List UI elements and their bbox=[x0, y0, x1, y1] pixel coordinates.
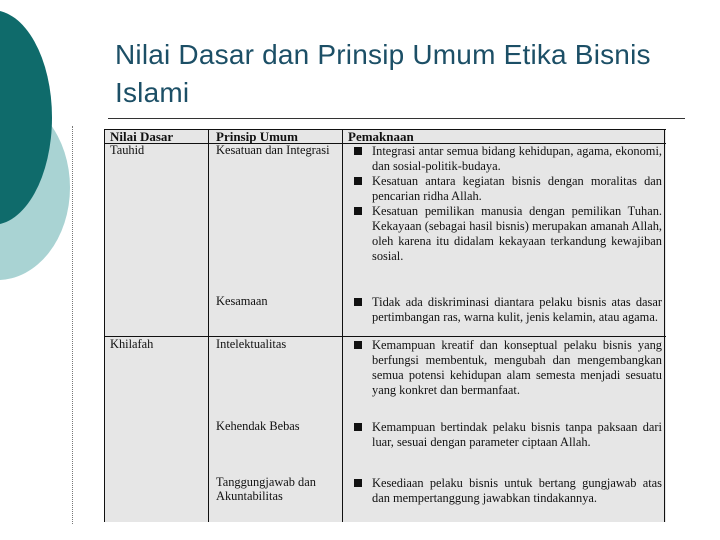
values-principles-table bbox=[104, 129, 666, 522]
bullet-item bbox=[350, 295, 662, 325]
pemaknaan-kesatuan bbox=[350, 144, 662, 264]
bullet-item bbox=[350, 204, 662, 264]
bullet-square-icon bbox=[354, 298, 362, 306]
prinsip-kesamaan: Kesamaan bbox=[216, 294, 268, 308]
nilai-tauhid: Tauhid bbox=[110, 143, 145, 157]
bullet-text: Kemampuan bertindak pelaku bisnis tanpa paksaan dari luar, sesuai dengan parameter ciptaan Allah. bbox=[372, 420, 662, 449]
pemaknaan-kehendak-bebas bbox=[350, 420, 662, 450]
bullet-item bbox=[350, 338, 662, 398]
pemaknaan-kesamaan bbox=[350, 295, 662, 325]
bullet-square-icon bbox=[354, 423, 362, 431]
bullet-square-icon bbox=[354, 207, 362, 215]
title-underline bbox=[108, 118, 685, 119]
table-border-left bbox=[104, 129, 105, 522]
left-dotted-rule bbox=[72, 126, 73, 524]
column-divider-2 bbox=[342, 129, 343, 522]
prinsip-kesatuan: Kesatuan dan Integrasi bbox=[216, 143, 330, 157]
prinsip-kehendak-bebas: Kehendak Bebas bbox=[216, 419, 300, 433]
prinsip-intelektualitas: Intelektualitas bbox=[216, 337, 287, 351]
header-prinsip-umum: Prinsip Umum bbox=[216, 129, 298, 144]
bullet-text: Kesatuan pemilikan manusia dengan pemilikan Tuhan. Kekayaan (sebagai hasil bisnis) merupakan amanah Allah, oleh karena itu didalam kekayaan terkandung kewajiban sosial. bbox=[372, 204, 662, 263]
bullet-text: Integrasi antar semua bidang kehidupan, agama, ekonomi, dan sosial-politik-budaya. bbox=[372, 144, 662, 173]
header-nilai-dasar: Nilai Dasar bbox=[110, 129, 174, 144]
bullet-item bbox=[350, 420, 662, 450]
bullet-text: Kesediaan pelaku bisnis untuk bertang gungjawab atas dan mempertanggung jawabkan tindakannya. bbox=[372, 476, 662, 505]
pemaknaan-intelektualitas bbox=[350, 338, 662, 398]
bullet-square-icon bbox=[354, 341, 362, 349]
row-divider bbox=[104, 336, 666, 337]
table-border-right bbox=[664, 129, 665, 522]
pemaknaan-tanggungjawab bbox=[350, 476, 662, 506]
bullet-text: Kemampuan kreatif dan konseptual pelaku bisnis yang berfungsi membentuk, mengubah dan mengembangkan semua potensi kehidupan alam semesta menjadi sesuatu yang konkret dan bermanfaat. bbox=[372, 338, 662, 397]
bullet-text: Tidak ada diskriminasi diantara pelaku bisnis atas dasar pertimbangan ras, warna kulit, jenis kelamin, atau agama. bbox=[372, 295, 662, 324]
bullet-square-icon bbox=[354, 147, 362, 155]
bullet-text: Kesatuan antara kegiatan bisnis dengan moralitas dan pencarian ridha Allah. bbox=[372, 174, 662, 203]
header-pemaknaan: Pemaknaan bbox=[348, 129, 414, 144]
prinsip-tanggungjawab: Tanggungjawab dan Akuntabilitas bbox=[216, 475, 316, 503]
bullet-item bbox=[350, 174, 662, 204]
column-divider-1 bbox=[208, 129, 209, 522]
slide-title: Nilai Dasar dan Prinsip Umum Etika Bisnis Islami bbox=[115, 39, 651, 108]
bullet-square-icon bbox=[354, 479, 362, 487]
bullet-item bbox=[350, 476, 662, 506]
bullet-item bbox=[350, 144, 662, 174]
nilai-khilafah: Khilafah bbox=[110, 337, 154, 351]
bullet-square-icon bbox=[354, 177, 362, 185]
